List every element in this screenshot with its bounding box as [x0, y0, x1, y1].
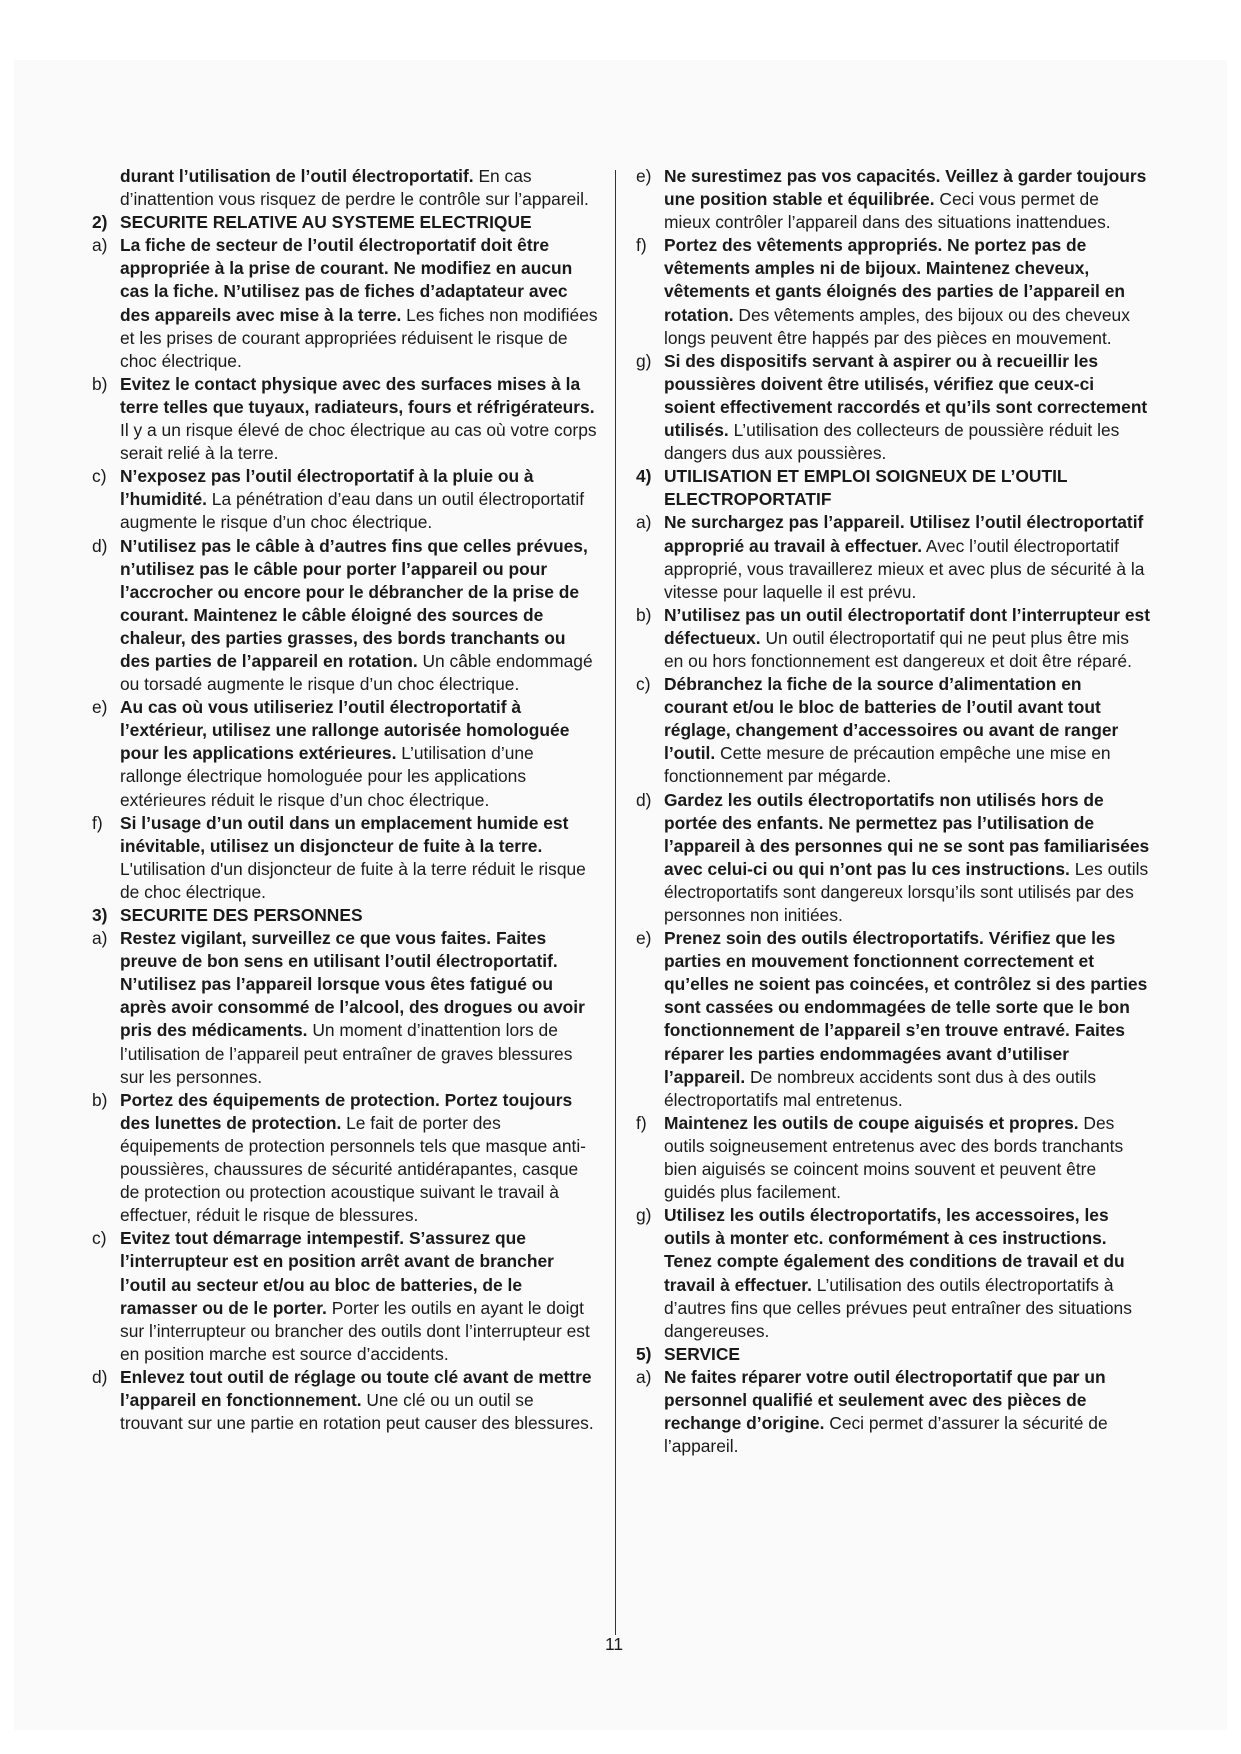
item-bold-text: Portez des équipements de protection. Portez toujours des lunettes de protection.	[120, 1089, 573, 1133]
instruction-item	[630, 1204, 1150, 1343]
instruction-item	[86, 1089, 598, 1228]
item-label: f)	[92, 812, 103, 833]
item-label: e)	[636, 166, 652, 186]
right-column	[630, 165, 1150, 1458]
item-text: Des outils soigneusement entretenus avec des bords tranchants bien aiguisés se coincent moins souvent et peuvent être guidés plus facilement.	[664, 1112, 1124, 1203]
item-label: a)	[92, 928, 108, 949]
instruction-item	[630, 350, 1150, 465]
section-title: SECURITE RELATIVE AU SYSTEME ELECTRIQUE	[120, 212, 532, 233]
item-text: Des vêtements amples, des bijoux ou des cheveux longs peuvent être happés par des pièces en mouvement.	[664, 304, 1130, 348]
item-label: c)	[636, 674, 651, 695]
item-bold-text: Débranchez la fiche de la source d’alimentation en courant et/ou le bloc de batteries de l’outil avant tout réglage, changement d’accessoires ou avant de ranger l’outil.	[664, 674, 1119, 764]
item-bold-text: durant l’utilisation de l’outil électroportatif.	[120, 166, 474, 186]
instruction-item	[86, 1366, 598, 1435]
page-number: 11	[605, 1634, 624, 1654]
item-text: L’utilisation des collecteurs de poussière réduit les dangers dus aux poussières.	[664, 420, 1120, 464]
instruction-item	[630, 927, 1150, 1112]
item-bold-text: Enlevez tout outil de réglage ou toute clé avant de mettre l’appareil en fonctionnement.	[120, 1366, 592, 1410]
left-column	[86, 165, 598, 1435]
instruction-item	[630, 789, 1150, 928]
item-text: L’utilisation d’une rallonge électrique homologuée pour les applications extérieures réduit le risque d’un choc électrique.	[120, 743, 534, 810]
item-bold-text: N’exposez pas l’outil électroportatif à la pluie ou à l’humidité.	[120, 466, 534, 510]
item-text: Le fait de porter des équipements de protection personnels tels que masque anti-poussières, chaussures de sécurité antidérapantes, casque de protection ou protection acoustique suivant le travail à effectuer, réduit le risque de blessures.	[120, 1112, 586, 1226]
instruction-item	[630, 511, 1150, 603]
item-bold-text: Restez vigilant, surveillez ce que vous faites. Faites preuve de bon sens en utilisant l’outil électroportatif. N’utilisez pas l’appareil lorsque vous êtes fatigué ou après avoir consommé de l’alcool, des drogues ou avoir pris des médicaments.	[120, 928, 585, 1041]
item-text: L'utilisation d'un disjoncteur de fuite à la terre réduit le risque de choc électrique.	[120, 858, 586, 902]
item-text: Un outil électroportatif qui ne peut plus être mis en ou hors fonctionnement est dangereux et doit être réparé.	[664, 627, 1132, 671]
item-text: Il y a un risque élevé de choc électrique au cas où votre corps serait relié à la terre.	[120, 420, 597, 464]
item-bold-text: Au cas où vous utiliseriez l’outil électroportatif à l’extérieur, utilisez une rallonge autorisée homologuée pour les applications extérieures.	[120, 697, 570, 764]
item-label: g)	[636, 350, 652, 371]
instruction-item	[630, 234, 1150, 349]
item-label: c)	[92, 466, 107, 487]
item-bold-text: Ne surestimez pas vos capacités. Veillez à garder toujours une position stable et équilibrée.	[664, 166, 1147, 210]
item-bold-text: La fiche de secteur de l’outil électroportatif doit être appropriée à la prise de courant. Ne modifiez en aucun cas la fiche. N’utilisez pas de fiches d’adaptateur avec des appareils avec mise à la terre.	[120, 235, 573, 325]
item-bold-text: Maintenez les outils de coupe aiguisés et propres.	[664, 1112, 1079, 1133]
section-title: SECURITE DES PERSONNES	[120, 905, 363, 925]
item-bold-text: Ne faites réparer votre outil électroportatif que par un personnel qualifié et seulement avec des pièces de rechange d’origine.	[664, 1366, 1106, 1434]
instruction-item	[86, 812, 598, 904]
item-label: e)	[92, 697, 108, 718]
item-bold-text: Utilisez les outils électroportatifs, les accessoires, les outils à monter etc. conformément à ces instructions. Tenez compte également des conditions de travail et du travail à effectuer.	[664, 1205, 1125, 1295]
instruction-item	[630, 1112, 1150, 1204]
item-text: Cette mesure de précaution empêche une mise en fonctionnement par mégarde.	[664, 743, 1111, 787]
item-text: Les fiches non modifiées et les prises de courant appropriées réduisent le risque de choc électrique.	[120, 304, 598, 371]
instruction-item	[630, 604, 1150, 673]
instruction-item	[86, 535, 598, 697]
item-label: b)	[92, 1089, 108, 1110]
section-heading	[630, 465, 1150, 511]
item-label: g)	[636, 1205, 652, 1226]
item-bold-text: N’utilisez pas un outil électroportatif dont l’interrupteur est défectueux.	[664, 604, 1151, 648]
item-text: Une clé ou un outil se trouvant sur une partie en rotation peut causer des blessures.	[120, 1389, 594, 1434]
instruction-item	[86, 234, 598, 373]
item-label: a)	[636, 1366, 652, 1387]
item-label: a)	[92, 235, 108, 256]
instruction-item	[86, 373, 598, 465]
item-bold-text: Prenez soin des outils électroportatifs. Vérifiez que les parties en mouvement fonctionnent correctement et qu’elles ne soient pas coincées, et contrôlez si des parties sont cassées ou endommagées de telle sorte que le bon fonctionnement de l’appareil s’en trouve entravé. Faites réparer les parties endommagées avant d’utiliser l’appareil.	[664, 928, 1148, 1087]
item-label: 3)	[92, 905, 108, 925]
item-text: Porter les outils en ayant le doigt sur l’interrupteur ou brancher des outils dont l’interrupteur est en position marche est source d’accidents.	[120, 1297, 590, 1364]
item-text: L’utilisation des outils électroportatifs à d’autres fins que celles prévues peut entraîner des situations dangereuses.	[664, 1274, 1132, 1341]
instruction-item	[630, 1366, 1150, 1458]
item-text: En cas d’inattention vous risquez de perdre le contrôle sur l’appareil.	[120, 166, 589, 210]
item-label: d)	[636, 789, 652, 810]
item-bold-text: N’utilisez pas le câble à d’autres fins que celles prévues, n’utilisez pas le câble pour porter l’appareil ou pour l’accrocher ou encore pour le débrancher de la prise de courant. Maintenez le câble éloigné des sources de chaleur, des parties grasses, des bords tranchants ou des parties de l’appareil en rotation.	[120, 535, 588, 671]
item-label: a)	[636, 512, 652, 533]
instruction-item	[86, 927, 598, 1089]
item-text: Ceci permet d’assurer la sécurité de l’appareil.	[664, 1413, 1108, 1457]
item-label: 4)	[636, 466, 652, 487]
column-divider	[615, 170, 616, 1635]
item-bold-text: Evitez le contact physique avec des surfaces mises à la terre telles que tuyaux, radiateurs, fours et réfrigérateurs.	[120, 373, 595, 417]
item-bold-text: Si l’usage d’un outil dans un emplacement humide est inévitable, utilisez un disjoncteur de fuite à la terre.	[120, 812, 569, 856]
item-label: f)	[636, 235, 647, 256]
section-heading	[86, 904, 598, 927]
item-label: 5)	[636, 1343, 652, 1364]
instruction-item	[630, 673, 1150, 788]
item-bold-text: Portez des vêtements appropriés. Ne portez pas de vêtements amples ni de bijoux. Maintenez cheveux, vêtements et gants éloignés des parties de l’appareil en rotation.	[664, 235, 1126, 325]
item-label: 2)	[92, 212, 108, 233]
item-bold-text: Evitez tout démarrage intempestif. S’assurez que l’interrupteur est en position arrêt avant de brancher l’outil au secteur et/ou au bloc de batteries, de le ramasser ou de le porter.	[120, 1228, 554, 1318]
item-bold-text: Ne surchargez pas l’appareil. Utilisez l’outil électroportatif approprié au travail à effectuer.	[664, 512, 1144, 556]
item-label: f)	[636, 1112, 647, 1133]
item-label: c)	[92, 1228, 107, 1249]
item-text: Ceci vous permet de mieux contrôler l’appareil dans des situations inattendues.	[664, 189, 1111, 233]
item-label: d)	[92, 1366, 108, 1387]
section-title: UTILISATION ET EMPLOI SOIGNEUX DE L’OUTIL ELECTROPORTATIF	[664, 466, 1068, 510]
instruction-item	[86, 465, 598, 534]
section-heading	[630, 1343, 1150, 1366]
item-text: Un câble endommagé ou torsadé augmente le risque d’un choc électrique.	[120, 650, 593, 695]
instruction-item	[86, 696, 598, 811]
item-label: b)	[92, 373, 108, 394]
section-heading	[86, 211, 598, 234]
instruction-item	[86, 165, 598, 211]
item-text: Un moment d’inattention lors de l’utilisation de l’appareil peut entraîner de graves blessures sur les personnes.	[120, 1020, 573, 1087]
item-label: d)	[92, 535, 108, 556]
item-label: b)	[636, 604, 652, 625]
instruction-item	[630, 165, 1150, 234]
item-bold-text: Gardez les outils électroportatifs non utilisés hors de portée des enfants. Ne permettez pas l’utilisation de l’appareil à des personnes qui ne se sont pas familiarisées avec celui-ci ou qui n’ont pas lu ces instructions.	[664, 789, 1150, 879]
item-text: Avec l’outil électroportatif approprié, vous travaillerez mieux et avec plus de sécurité à la vitesse pour laquelle il est prévu.	[664, 535, 1145, 602]
item-bold-text: Si des dispositifs servant à aspirer ou à recueillir les poussières doivent être utilisés, vérifiez que ceux-ci soient effectivement raccordés et qu’ils sont correctement utilisés.	[664, 350, 1148, 441]
item-text: La pénétration d’eau dans un outil électroportatif augmente le risque d’un choc électrique.	[120, 489, 585, 533]
section-title: SERVICE	[664, 1343, 741, 1364]
instruction-item	[86, 1227, 598, 1366]
item-label: e)	[636, 928, 652, 949]
item-text: De nombreux accidents sont dus à des outils électroportatifs mal entretenus.	[664, 1066, 1097, 1110]
item-text: Les outils électroportatifs sont dangereux lorsqu’ils sont utilisés par des personnes non initiées.	[664, 858, 1149, 925]
